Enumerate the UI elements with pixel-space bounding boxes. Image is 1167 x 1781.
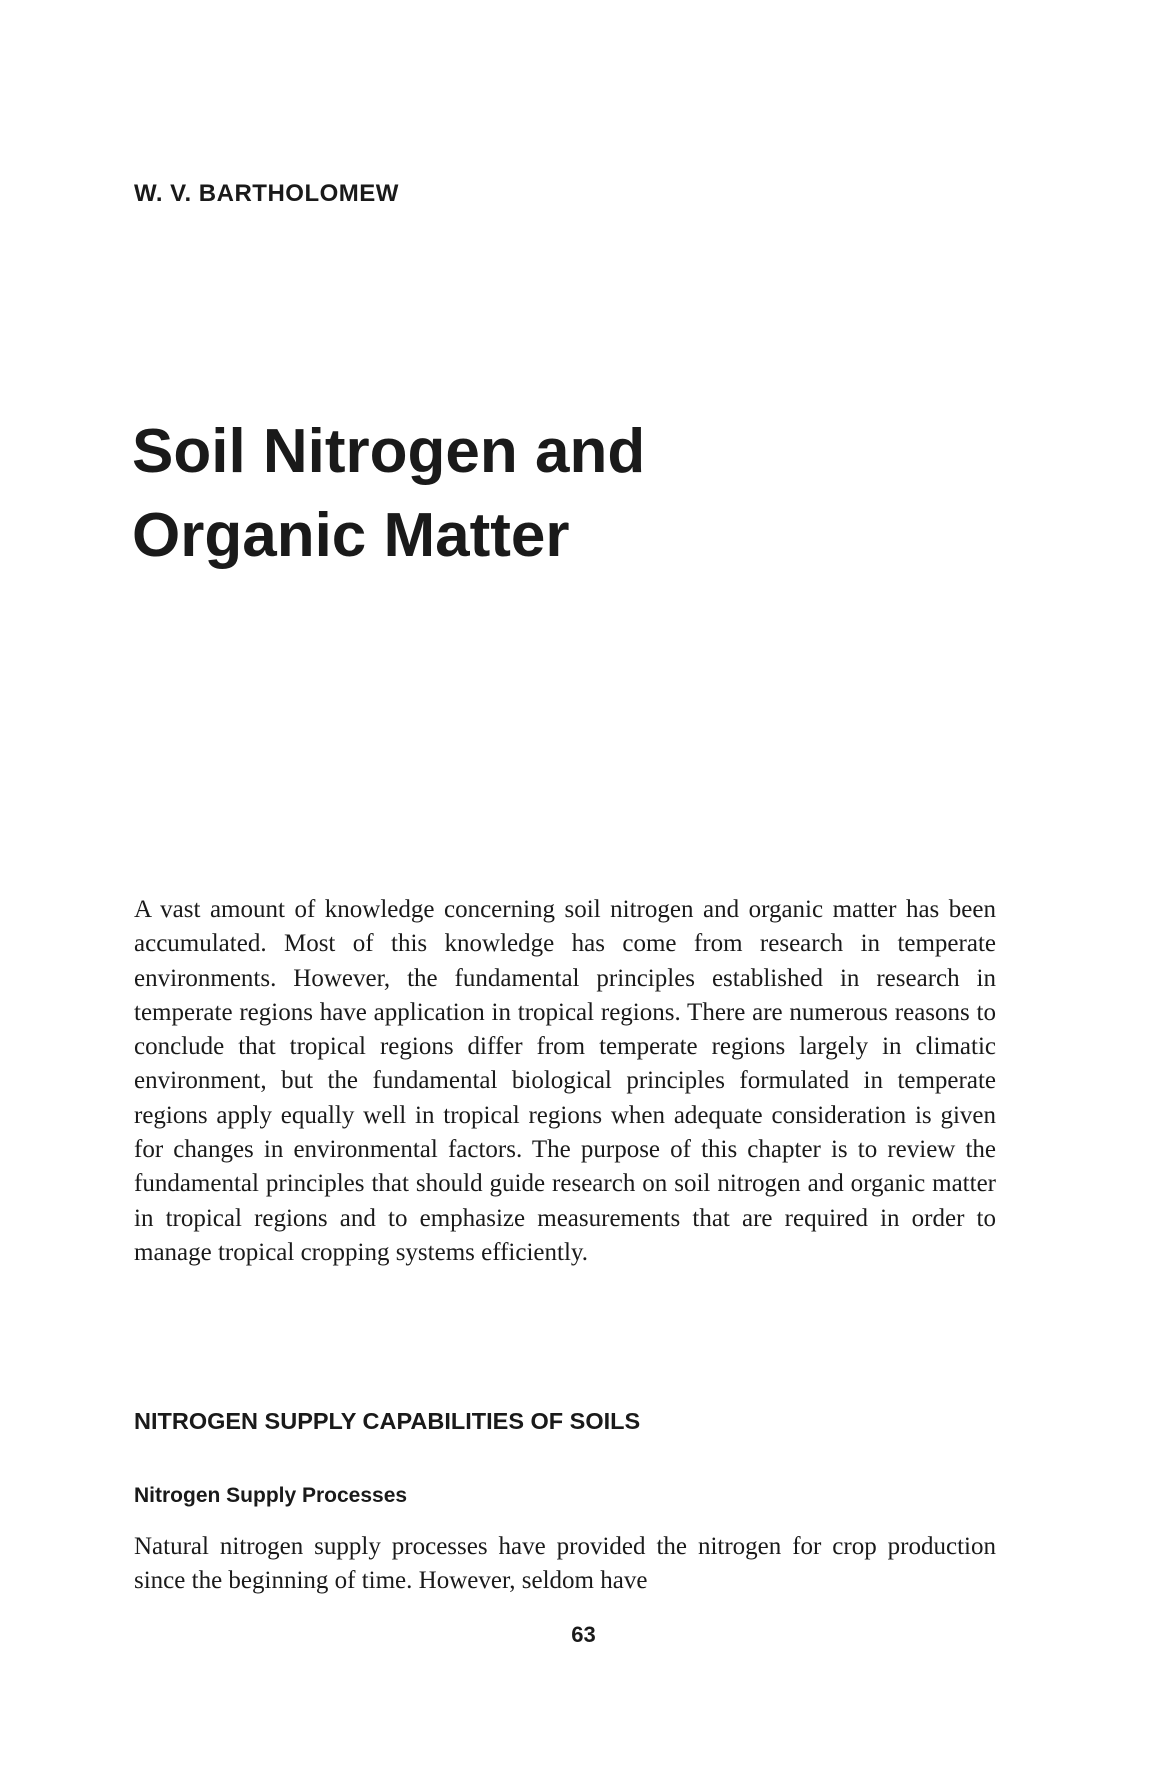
chapter-title [132, 410, 1032, 578]
author-name: W. V. BARTHOLOMEW [134, 180, 399, 207]
body-paragraph: Natural nitrogen supply processes have provided the nitrogen for crop production since the beginning of time. However, seldom have [134, 1533, 996, 1595]
subsection-heading: Nitrogen Supply Processes [134, 1484, 408, 1507]
section-heading: NITROGEN SUPPLY CAPABILITIES OF SOILS [134, 1408, 641, 1434]
intro-paragraph: A vast amount of knowledge concerning soil nitrogen and organic matter has been accumulated. Most of this knowledge has come from research in temperate environments. However, the fundamental principles established in research in temperate regions have application in tropical regions. There are numerous reasons to conclude that tropical regions differ from temperate regions largely in climatic environment, but the fundamental biological principles formulated in temperate regions apply equally well in tropical regions when adequate consideration is given for changes in environmental factors. The purpose of this chapter is to review the fundamental principles that should guide research on soil nitrogen and organic matter in tropical regions and to emphasize measurements that are required in order to manage tropical cropping systems efficiently. [134, 896, 996, 1266]
page-number: 63 [571, 1622, 596, 1647]
chapter-title-line-2: Organic Matter [132, 501, 570, 570]
chapter-title-line-1: Soil Nitrogen and [132, 417, 646, 486]
